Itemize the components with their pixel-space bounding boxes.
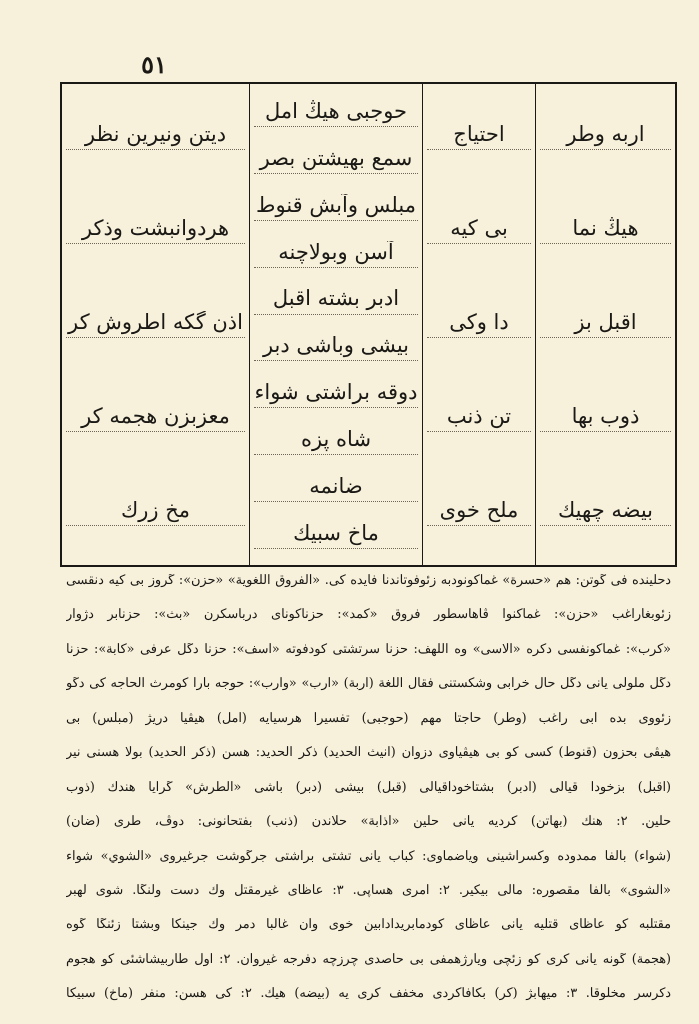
verse-cell: هردوانبشت وذكر: [66, 217, 245, 244]
verse-cell: مبلس وآبش قنوط: [254, 194, 418, 221]
verse-cell: ديتن ونيرين نظر: [66, 123, 245, 150]
note-line: «كرب»: غماكونفسى دكره «الاسى» وه اللهف: حزنا سرتشتى كودفوته «اسف»: حزنا دگل عرفى «كآبة»: حزنا: [66, 642, 671, 657]
note-line: دحلينده فى گوتن: هم «حسرة» غماكونودبه زئوفوتاندنا فايده كى. «الفروق اللغوية» «حزن»: گروز بى كيه دنقسى: [66, 574, 671, 588]
verse-column-2: [422, 84, 535, 565]
verse-column-1: [535, 84, 675, 565]
verse-cell: اربه وطر: [540, 123, 671, 150]
verse-cell: ادبر بشته اقبل: [254, 287, 418, 314]
verse-cell: ذوب بها: [540, 405, 671, 432]
verse-cell: آسن وبولاچنه: [254, 241, 418, 268]
verse-cell: بى كيه: [427, 217, 531, 244]
note-line: «الشوى» بالفا مقصوره: مالى بيكير. ٢: امرى هساپى. ٣: عاظاى غيرمقتل وك دست ولنگا. شوى لهبر: [66, 883, 671, 898]
verse-cell: احتياج: [427, 123, 531, 150]
verse-cell: هيڭ نما: [540, 217, 671, 244]
note-line: زئوبغاراغب «حزن»: غماكنوا ڤاهاسطور فروق «كمد»: حزناكوناى درباسكرن «بث»: حزنابر دژوار: [66, 608, 671, 623]
verse-cell: تن ذنب: [427, 405, 531, 432]
note-line: (هجمة) گونه يانى كرى كو زئچى ويارژهمفى بى حاصدى چرزچه دفرجه غيروان. ٢: اول طاربيشاشئى كو هجوم: [66, 952, 671, 967]
verse-cell: شاه پزه: [254, 428, 418, 455]
verse-cell: اقبل بز: [540, 311, 671, 338]
verse-cell: ملح خوى: [427, 499, 531, 526]
note-line: مقتلبه كو عاظاى قتليه يانى عاظاى كودمابريدادابين خوى وان غالبا دمر وك جينكا وبشتا زئنگا گوه: [66, 918, 671, 933]
verse-cell: سمع بهيشتن بصر: [254, 147, 418, 174]
note-line: (شواء) بالفا ممدوده وكسراشينى وياضماوى: كباب يانى تشتى براشتى جرگوشت جرغيروى «الشوي» شواء: [66, 849, 671, 864]
note-line: دكرسر مخلوقا. ٣: ميهابژ (كر) بكافاكردى مخفف كرى يه (بيضه) هيك. ٢: كى هسن: منفر (ماخ) سبيكا: [66, 987, 671, 1002]
verse-column-3: [249, 84, 422, 565]
verse-cell: مخ زرك: [66, 499, 245, 526]
note-line: (اقبل) بزخودا قيالى (ادبر) بشتاخوداقيالى (قبل) بيشى (دبر) باشى «الطرش» گرايا هندك (ذوب: [66, 780, 671, 795]
commentary-notes: [60, 572, 677, 1002]
verse-cell: اذن گكه اطروش كر: [66, 311, 245, 338]
verse-column-4: [62, 84, 249, 565]
verse-cell: دوقه براشتى شواء: [254, 381, 418, 408]
verse-cell: ماخ سبيك: [254, 522, 418, 549]
verse-cell: بيضه چهيك: [540, 499, 671, 526]
verse-cell: بيشى وباشى دبر: [254, 334, 418, 361]
note-line: زئووى بده ابى راغب (وطر) حاجتا مهم (حوجبى) تفسيرا هرسيايه (امل) هيڤيا دريژ (مبلس) بى: [66, 711, 671, 726]
verse-table: [60, 82, 677, 567]
page-number: ٥١: [141, 50, 167, 79]
verse-cell: دا وكى: [427, 311, 531, 338]
note-line: حلين. ٢: هنك (بهاتن) كرديه يانى حلين «اذابة» حلاندن (ذنب) بفتحانونى: دوڤ، طرى (ضأن): [66, 815, 671, 830]
verse-cell: ضانمه: [254, 475, 418, 502]
note-line: هيڤى بحزون (قنوط) كسى كو بى هيڤياوى دزوان (انيث الحديد) ذكر الحديد: هسن (ذكر الحديد) بولا هسنى نير: [66, 746, 671, 761]
note-line: دگل ملولى يانى دگل حال خرابى وشكستنى فقال اللغة (اربة) «ارب» «وارب»: حوجه بارا كومرث الحاجه كى دگو: [66, 677, 671, 692]
verse-cell: معزبزن هجمه كر: [66, 405, 245, 432]
verse-cell: حوجبى هيڭ امل: [254, 100, 418, 127]
